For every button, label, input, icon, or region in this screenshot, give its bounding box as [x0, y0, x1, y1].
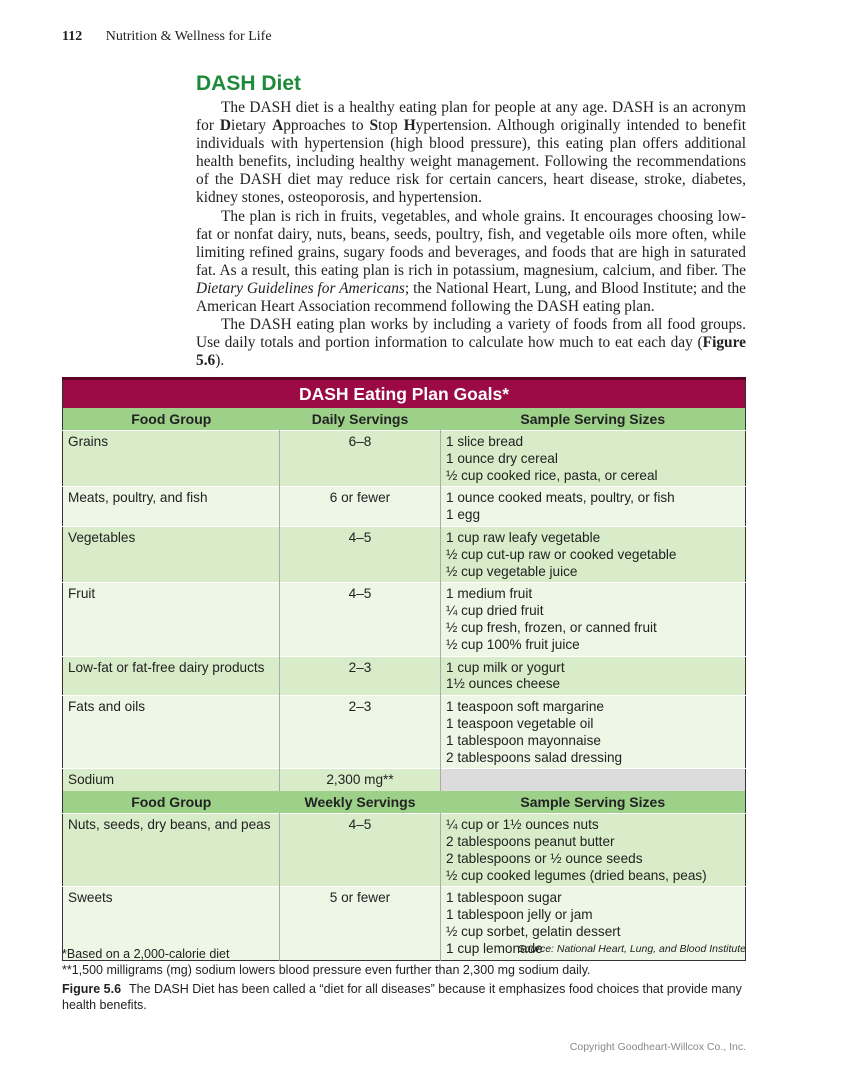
food-group-cell: Fats and oils: [63, 696, 280, 769]
serving-sizes-cell: [441, 656, 746, 696]
table-row: [63, 431, 746, 487]
caption-label: Figure 5.6: [62, 982, 122, 996]
food-group-cell: Grains: [63, 431, 280, 487]
caption-text: The DASH Diet has been called a “diet for all diseases” because it emphasizes food choices that provide many health benefits.: [62, 982, 742, 1012]
column-header: Food Group: [63, 408, 280, 431]
servings-cell: 5 or fewer: [280, 887, 441, 960]
serving-size-item: ½ cup cooked legumes (dried beans, peas): [446, 867, 707, 883]
serving-size-item: 1 cup lemonade: [446, 940, 543, 956]
serving-size-item: ¼ cup or 1½ ounces nuts: [446, 817, 599, 833]
serving-size-item: ½ cup fresh, frozen, or canned fruit: [446, 619, 657, 635]
column-header: Food Group: [63, 791, 280, 814]
serving-size-item: 1 ounce cooked meats, poultry, or fish: [446, 490, 675, 506]
table-row: [63, 526, 746, 582]
text-run: Dietary Guidelines for Americans: [196, 279, 405, 297]
body-paragraph: [196, 208, 746, 317]
serving-sizes-cell: [441, 696, 746, 769]
servings-cell: 6–8: [280, 431, 441, 487]
text-run: Figure 5.6: [196, 334, 746, 370]
column-header: Weekly Servings: [280, 791, 441, 814]
serving-size-item: 1 slice bread: [446, 434, 524, 449]
serving-size-item: 1 tablespoon mayonnaise: [446, 732, 601, 748]
food-group-cell: Low-fat or fat-free dairy products: [63, 656, 280, 696]
serving-size-item: 1 egg: [446, 507, 481, 523]
table-row: [63, 656, 746, 696]
text-run: top: [378, 117, 404, 135]
text-run: The DASH diet is a healthy eating plan for people at any age. DASH is an acronym for: [196, 99, 746, 135]
column-header: Sample Serving Sizes: [441, 408, 746, 431]
section-title: DASH Diet: [196, 72, 302, 95]
serving-size-item: ½ cup 100% fruit juice: [446, 636, 580, 652]
body-paragraph: [196, 316, 746, 370]
food-group-cell: Fruit: [63, 583, 280, 656]
table-row: [63, 769, 746, 791]
serving-size-item: 1 ounce dry cereal: [446, 450, 558, 466]
serving-size-item: 1 cup raw leafy vegetable: [446, 529, 601, 545]
servings-cell: 6 or fewer: [280, 487, 441, 527]
serving-sizes-cell: [441, 526, 746, 582]
footnote-sodium: **1,500 milligrams (mg) sodium lowers blood pressure even further than 2,300 mg sodium daily.: [62, 963, 591, 977]
table-title: DASH Eating Plan Goals*: [63, 379, 746, 409]
servings-cell: 2–3: [280, 656, 441, 696]
serving-sizes-cell: [441, 769, 746, 791]
serving-size-item: 2 tablespoons salad dressing: [446, 749, 623, 765]
serving-size-item: ½ cup cut-up raw or cooked vegetable: [446, 546, 677, 562]
column-header: Sample Serving Sizes: [441, 791, 746, 814]
table-row: [63, 583, 746, 656]
table-row: [63, 814, 746, 887]
serving-size-item: ½ cup sorbet, gelatin dessert: [446, 923, 621, 939]
table-row: [63, 696, 746, 769]
table-header-row: [63, 791, 746, 814]
serving-size-item: 2 tablespoons peanut butter: [446, 833, 615, 849]
column-header: Daily Servings: [280, 408, 441, 431]
page-number: 112: [62, 29, 83, 44]
copyright: Copyright Goodheart-Willcox Co., Inc.: [569, 1041, 746, 1053]
serving-size-item: 1 teaspoon vegetable oil: [446, 715, 594, 731]
serving-size-item: ¼ cup dried fruit: [446, 603, 544, 619]
serving-sizes-cell: [441, 583, 746, 656]
text-run: The plan is rich in fruits, vegetables, and whole grains. It encourages choosing low-fat or nonfat dairy, nuts, beans, seeds, poultry, fish, and vegetable oils more often, while limiting refined grains, sugary foods and beverages, and foods that are high in saturated fat. As a result, this eating plan is rich in potassium, magnesium, calcium, and fiber. The: [196, 207, 746, 279]
body-paragraph: [196, 99, 746, 208]
servings-cell: 4–5: [280, 583, 441, 656]
food-group-cell: Sodium: [63, 769, 280, 791]
text-run: D: [219, 117, 232, 135]
body-text: [196, 99, 746, 370]
food-group-cell: Nuts, seeds, dry beans, and peas: [63, 814, 280, 887]
text-run: ypertension. Although originally intended to benefit individuals with hypertension (high blood pressure), this eating plan offers additional health benefits, including healthy weight management. Following the recommendations of the DASH diet may reduce risk for certain cancers, heart disease, stroke, diabetes, kidney stones, osteoporosis, and hypertension.: [196, 117, 746, 207]
serving-size-item: 1 tablespoon jelly or jam: [446, 907, 593, 923]
servings-cell: 2,300 mg**: [280, 769, 441, 791]
text-run: ).: [215, 352, 225, 370]
table-header-row: [63, 408, 746, 431]
serving-size-item: ½ cup cooked rice, pasta, or cereal: [446, 467, 658, 483]
serving-sizes-cell: [441, 814, 746, 887]
serving-size-item: 1 teaspoon soft margarine: [446, 699, 604, 715]
serving-size-item: 2 tablespoons or ½ ounce seeds: [446, 850, 643, 866]
serving-sizes-cell: [441, 487, 746, 527]
servings-cell: 4–5: [280, 526, 441, 582]
food-group-cell: Sweets: [63, 887, 280, 960]
book-title: Nutrition & Wellness for Life: [105, 29, 272, 44]
figure-caption: [62, 981, 752, 1013]
table-row: [63, 487, 746, 527]
servings-cell: 4–5: [280, 814, 441, 887]
text-run: ietary: [231, 117, 273, 135]
dash-goals-table: [62, 377, 746, 961]
serving-size-item: 1½ ounces cheese: [446, 676, 561, 692]
serving-size-item: 1 cup milk or yogurt: [446, 659, 565, 675]
text-run: ; the National Heart, Lung, and Blood Institute; and the American Heart Association recommend following the DASH eating plan.: [196, 279, 747, 316]
running-header: [62, 29, 272, 45]
food-group-cell: Vegetables: [63, 526, 280, 582]
table-source: Source: National Heart, Lung, and Blood Institute: [517, 943, 746, 955]
text-run: pproaches to: [283, 117, 370, 135]
footnote-calorie: *Based on a 2,000-calorie diet: [62, 947, 230, 961]
serving-size-item: 1 tablespoon sugar: [446, 890, 562, 906]
serving-size-item: ½ cup vegetable juice: [446, 563, 578, 579]
text-run: The DASH eating plan works by including a variety of foods from all food groups. Use daily totals and portion information to calculate how much to eat each day (: [196, 316, 746, 352]
serving-size-item: 1 medium fruit: [446, 586, 533, 602]
text-run: S: [369, 117, 379, 135]
food-group-cell: Meats, poultry, and fish: [63, 487, 280, 527]
text-run: H: [403, 117, 416, 135]
text-run: A: [272, 117, 284, 135]
servings-cell: 2–3: [280, 696, 441, 769]
serving-sizes-cell: [441, 431, 746, 487]
